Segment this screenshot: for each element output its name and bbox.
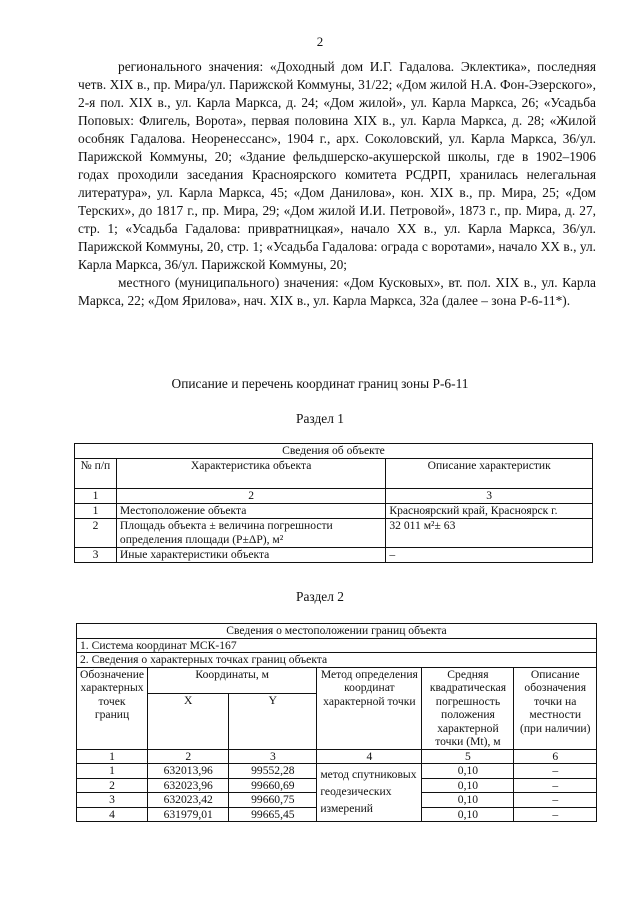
table-row <box>77 764 597 779</box>
row-desc: 32 011 м²± 63 <box>386 519 593 548</box>
page-number: 2 <box>316 34 324 49</box>
point-mt: 0,10 <box>422 778 514 793</box>
table2-title: Сведения о местоположении границ объекта <box>77 624 597 639</box>
table2-col-point: Обозначение характерных точек границ <box>77 667 148 749</box>
table2-crs: 1. Система координат МСК-167 <box>77 638 597 653</box>
point-id: 2 <box>77 778 148 793</box>
row-num: 1 <box>75 504 117 519</box>
row-num: 3 <box>75 548 117 563</box>
table-row <box>75 519 593 548</box>
row-num: 2 <box>75 519 117 548</box>
table2-col-error: Средняя квадратическая погрешность положения характерной точки (Mt), м <box>422 667 514 749</box>
table2-idx: 3 <box>229 749 317 764</box>
table2-idx: 5 <box>422 749 514 764</box>
point-x: 632023,42 <box>148 793 229 808</box>
table1-col-num: № п/п <box>75 459 117 489</box>
table2-col-method: Метод определения координат характерной точки <box>317 667 422 749</box>
table2-idx: 4 <box>317 749 422 764</box>
row-char: Площадь объекта ± величина погрешности определения площади (P±ΔP), м² <box>116 519 385 548</box>
table1-idx: 3 <box>386 489 593 504</box>
table2-idx: 2 <box>148 749 229 764</box>
point-id: 1 <box>77 764 148 779</box>
table1-idx: 1 <box>75 489 117 504</box>
point-x: 632013,96 <box>148 764 229 779</box>
point-y: 99660,75 <box>229 793 317 808</box>
table2-col-desc: Описание обозначения точки на местности (при наличии) <box>514 667 597 749</box>
paragraph-local: местного (муниципального) значения: «Дом Кусковых», вт. пол. XIX в., ул. Карла Маркса, 22; «Дом Ярилова», нач. XIX в., ул. Карла Маркса, 32а (далее – зона Р-6-11*). <box>78 275 596 308</box>
point-x: 631979,01 <box>148 807 229 822</box>
table2-idx: 1 <box>77 749 148 764</box>
table1-idx: 2 <box>116 489 385 504</box>
point-mt: 0,10 <box>422 764 514 779</box>
object-info-table <box>74 443 593 563</box>
section2-heading: Раздел 2 <box>296 589 344 604</box>
method-cell: метод спутниковых геодезических измерений <box>317 764 422 822</box>
body-text <box>78 58 596 310</box>
paragraph-regional: регионального значения: «Доходный дом И.Г. Гадалова. Эклектика», последняя четв. XIX в., пр. Мира/ул. Парижской Коммуны, 31/22; «Дом жилой Н.А. Фон-Эзерского», 2-я пол. XIX в., ул. Карла Маркса, д. 24; «Дом жилой», ул. Карла Маркса, 26; «Усадьба Поповых: Флигель, Ворота», первая половина XIX в., ул. Карла Маркса, д. 28; «Жилой особняк Гадалова. Неоренессанс», 1904 г., арх. Соколовский, ул. Карла Маркса, 36/ул. Парижской Коммуны, 20; «Здание фельдшерско-акушерской школы, где в 1902–1906 годах проходили заседания Красноярского комитета РСДРП, хранилась нелегальная литература», ул. Карла Маркса, 45; «Дом Данилова», кон. XIX в., пр. Мира, 25; «Дом Терских», до 1817 г., пр. Мира, 29; «Дом жилой И.И. Петровой», 1873 г., пр. Мира, д. 27, стр. 1; «Усадьба Гадалова: привратницкая», начало XX в., ул. Карла Маркса, 36/ул. Парижской Коммуны, 20, стр. 1; «Усадьба Гадалова: ограда с воротами», начало XX в., ул. Карла Маркса, 36/ул. Парижской Коммуны, 20; <box>78 59 596 272</box>
point-x: 632023,96 <box>148 778 229 793</box>
point-y: 99665,45 <box>229 807 317 822</box>
point-desc: – <box>514 807 597 822</box>
boundary-coordinates-table <box>76 623 597 822</box>
table-row <box>75 504 593 519</box>
point-desc: – <box>514 764 597 779</box>
table2-col-coords: Координаты, м <box>148 667 317 693</box>
table1-title: Сведения об объекте <box>75 444 593 459</box>
point-mt: 0,10 <box>422 807 514 822</box>
point-y: 99660,69 <box>229 778 317 793</box>
point-desc: – <box>514 793 597 808</box>
table2-col-y: Y <box>229 693 317 749</box>
table1-col-char: Характеристика объекта <box>116 459 385 489</box>
row-char: Иные характеристики объекта <box>116 548 385 563</box>
table-row <box>75 548 593 563</box>
section1-heading: Раздел 1 <box>296 411 344 426</box>
table2-col-x: X <box>148 693 229 749</box>
point-desc: – <box>514 778 597 793</box>
description-heading: Описание и перечень координат границ зоны Р-6-11 <box>171 376 469 391</box>
point-y: 99552,28 <box>229 764 317 779</box>
table2-idx: 6 <box>514 749 597 764</box>
table1-col-desc: Описание характеристик <box>386 459 593 489</box>
point-id: 4 <box>77 807 148 822</box>
point-id: 3 <box>77 793 148 808</box>
row-desc: Красноярский край, Красноярск г. <box>386 504 593 519</box>
row-desc: – <box>386 548 593 563</box>
table2-points-header: 2. Сведения о характерных точках границ объекта <box>77 653 597 668</box>
row-char: Местоположение объекта <box>116 504 385 519</box>
point-mt: 0,10 <box>422 793 514 808</box>
